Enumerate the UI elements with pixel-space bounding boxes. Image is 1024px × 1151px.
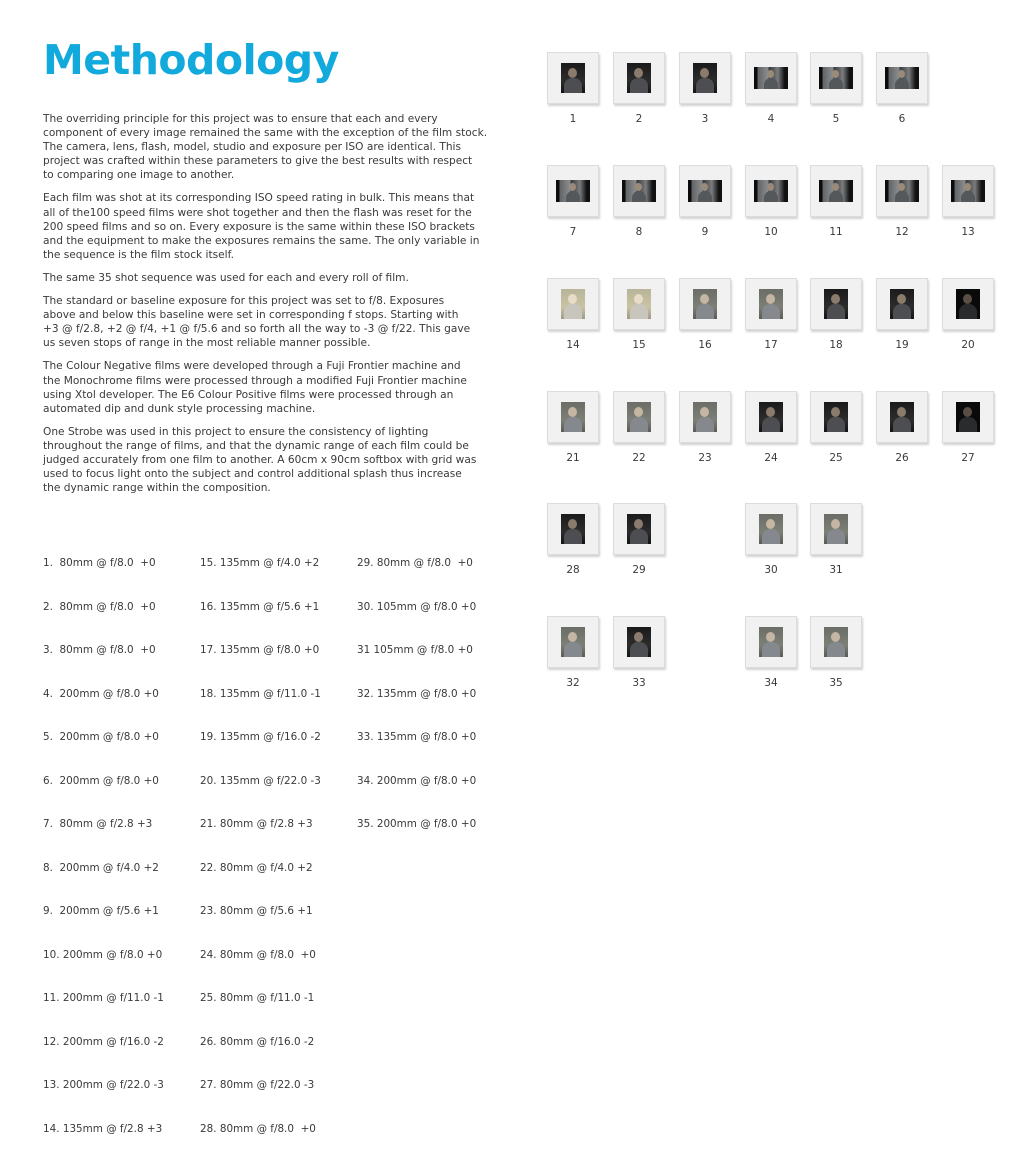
slide-number: 25 (829, 452, 843, 464)
slide-mount (745, 391, 797, 443)
slide-thumbnail (876, 52, 928, 125)
list-item: 23. 80mm @ f/5.6 +1 (200, 905, 313, 917)
portrait-photo (956, 289, 980, 319)
slide-mount (613, 278, 665, 330)
portrait-photo (885, 180, 919, 202)
slide-thumbnail (745, 165, 797, 238)
slide-thumbnail (745, 391, 797, 464)
portrait-photo (754, 67, 788, 89)
slide-mount (810, 165, 862, 217)
slide-mount (679, 278, 731, 330)
list-item: 19. 135mm @ f/16.0 -2 (200, 731, 321, 743)
list-item: 33. 135mm @ f/8.0 +0 (357, 731, 477, 743)
portrait-photo (693, 63, 717, 93)
list-item: 8. 200mm @ f/4.0 +2 (43, 861, 159, 874)
portrait-photo (622, 180, 656, 202)
slide-number: 33 (632, 677, 646, 689)
portrait-photo (627, 627, 651, 657)
slide-mount (679, 165, 731, 217)
portrait-photo (556, 180, 590, 202)
slide-mount (810, 278, 862, 330)
slide-thumbnail (810, 52, 862, 125)
exposure-list-col-2 (200, 527, 321, 1151)
portrait-photo (824, 514, 848, 544)
slide-number: 29 (632, 564, 646, 576)
slide-number: 5 (832, 113, 840, 125)
list-item: 32. 135mm @ f/8.0 +0 (357, 687, 477, 700)
slide-mount (876, 278, 928, 330)
slide-number: 21 (566, 452, 580, 464)
slide-number: 15 (632, 339, 646, 351)
slide-number: 24 (764, 452, 778, 464)
slide-mount (942, 165, 994, 217)
slide-number: 26 (895, 452, 909, 464)
slide-thumbnail (942, 278, 994, 351)
slide-mount (547, 278, 599, 330)
slide-thumbnail (679, 391, 731, 464)
list-item: 35. 200mm @ f/8.0 +0 (357, 818, 477, 830)
slide-thumbnail (547, 278, 599, 351)
slide-thumbnail (810, 616, 862, 689)
portrait-photo (890, 402, 914, 432)
slide-thumbnail (613, 278, 665, 351)
list-item: 28. 80mm @ f/8.0 +0 (200, 1122, 316, 1135)
slide-number: 31 (829, 564, 843, 576)
portrait-photo (693, 402, 717, 432)
portrait-photo (759, 514, 783, 544)
list-item: 16. 135mm @ f/5.6 +1 (200, 600, 320, 613)
slide-thumbnail (942, 391, 994, 464)
list-item: 6. 200mm @ f/8.0 +0 (43, 774, 159, 787)
slide-number: 34 (764, 677, 778, 689)
slide-number: 8 (635, 226, 643, 238)
paragraph: Each film was shot at its corresponding ISO speed rating in bulk. This means that all of the100 speed films were shot together and then the flash was reset for the 200 speed films and so on. Every exposure is the same within these ISO brackets and the equipment to make the exposures remains the same. The only variable in the sequence is the film stock itself. (43, 192, 480, 261)
slide-mount (810, 391, 862, 443)
slide-mount (745, 503, 797, 555)
list-item: 14. 135mm @ f/2.8 +3 (43, 1122, 163, 1135)
slide-number: 35 (829, 677, 843, 689)
slide-thumbnail (613, 503, 665, 576)
portrait-photo (824, 627, 848, 657)
slide-number: 9 (701, 226, 709, 238)
list-item: 18. 135mm @ f/11.0 -1 (200, 687, 321, 700)
slide-thumbnail (547, 52, 599, 125)
slide-mount (810, 52, 862, 104)
slide-mount (745, 52, 797, 104)
portrait-photo (561, 514, 585, 544)
slide-thumbnail (547, 391, 599, 464)
portrait-photo (956, 402, 980, 432)
slide-thumbnail (745, 616, 797, 689)
portrait-photo (627, 289, 651, 319)
slide-thumbnail (810, 278, 862, 351)
list-item: 12. 200mm @ f/16.0 -2 (43, 1035, 164, 1048)
portrait-photo (561, 63, 585, 93)
portrait-photo (561, 289, 585, 319)
slide-thumbnail (547, 503, 599, 576)
portrait-photo (824, 289, 848, 319)
slide-number: 28 (566, 564, 580, 576)
paragraph: The same 35 shot sequence was used for each and every roll of film. (43, 271, 409, 284)
slide-number: 18 (829, 339, 843, 351)
list-item: 22. 80mm @ f/4.0 +2 (200, 861, 313, 874)
slide-number: 4 (767, 113, 775, 125)
slide-mount (613, 616, 665, 668)
list-item: 7. 80mm @ f/2.8 +3 (43, 818, 153, 830)
slide-number: 7 (569, 226, 577, 238)
slide-number: 12 (895, 226, 909, 238)
portrait-photo (885, 67, 919, 89)
slide-thumbnail (613, 52, 665, 125)
list-item: 1. 80mm @ f/8.0 +0 (43, 557, 156, 569)
slide-number: 27 (961, 452, 975, 464)
exposure-list-col-1 (43, 527, 164, 1151)
slide-mount (679, 391, 731, 443)
slide-number: 22 (632, 452, 646, 464)
portrait-photo (951, 180, 985, 202)
portrait-photo (627, 514, 651, 544)
portrait-photo (759, 627, 783, 657)
list-item: 25. 80mm @ f/11.0 -1 (200, 992, 315, 1004)
portrait-photo (819, 67, 853, 89)
slide-mount (613, 165, 665, 217)
slide-thumbnail (679, 165, 731, 238)
portrait-photo (754, 180, 788, 202)
slide-number: 16 (698, 339, 712, 351)
slide-number: 32 (566, 677, 580, 689)
portrait-photo (759, 402, 783, 432)
list-item: 10. 200mm @ f/8.0 +0 (43, 948, 163, 961)
list-item: 15. 135mm @ f/4.0 +2 (200, 557, 320, 569)
portrait-photo (824, 402, 848, 432)
slide-thumbnail (613, 391, 665, 464)
slide-thumbnail (810, 391, 862, 464)
list-item: 29. 80mm @ f/8.0 +0 (357, 557, 473, 569)
portrait-photo (688, 180, 722, 202)
slide-thumbnail (547, 616, 599, 689)
slide-number: 2 (635, 113, 643, 125)
list-item: 4. 200mm @ f/8.0 +0 (43, 687, 159, 700)
slide-number: 14 (566, 339, 580, 351)
slide-number: 11 (829, 226, 843, 238)
slide-mount (613, 503, 665, 555)
slide-thumbnail (810, 503, 862, 576)
page-title: Methodology (43, 36, 339, 84)
slide-number: 3 (701, 113, 709, 125)
slide-mount (547, 52, 599, 104)
slide-mount (810, 616, 862, 668)
slide-thumbnail (613, 165, 665, 238)
slide-thumbnail (745, 503, 797, 576)
slide-mount (613, 391, 665, 443)
slide-mount (547, 503, 599, 555)
list-item: 13. 200mm @ f/22.0 -3 (43, 1079, 164, 1091)
slide-mount (547, 391, 599, 443)
slide-number: 13 (961, 226, 975, 238)
list-item: 5. 200mm @ f/8.0 +0 (43, 731, 159, 743)
portrait-photo (561, 627, 585, 657)
list-item: 30. 105mm @ f/8.0 +0 (357, 600, 477, 613)
slide-mount (810, 503, 862, 555)
slide-thumbnail (547, 165, 599, 238)
slide-thumbnail (745, 52, 797, 125)
exposure-list-col-3 (357, 527, 476, 846)
methodology-text (43, 112, 503, 504)
portrait-photo (627, 63, 651, 93)
slide-mount (745, 278, 797, 330)
slide-mount (876, 391, 928, 443)
list-item: 2. 80mm @ f/8.0 +0 (43, 600, 156, 613)
slide-number: 19 (895, 339, 909, 351)
slide-thumbnail (876, 391, 928, 464)
portrait-photo (627, 402, 651, 432)
list-item: 27. 80mm @ f/22.0 -3 (200, 1079, 315, 1091)
slide-thumbnail (679, 52, 731, 125)
slide-thumbnail (745, 278, 797, 351)
slide-number: 20 (961, 339, 975, 351)
slide-mount (547, 616, 599, 668)
slide-mount (547, 165, 599, 217)
list-item: 9. 200mm @ f/5.6 +1 (43, 905, 159, 917)
list-item: 3. 80mm @ f/8.0 +0 (43, 644, 156, 656)
portrait-photo (693, 289, 717, 319)
slide-number: 1 (569, 113, 577, 125)
slide-number: 17 (764, 339, 778, 351)
slide-mount (876, 165, 928, 217)
slide-number: 10 (764, 226, 778, 238)
list-item: 26. 80mm @ f/16.0 -2 (200, 1035, 315, 1048)
list-item: 11. 200mm @ f/11.0 -1 (43, 992, 164, 1004)
list-item: 21. 80mm @ f/2.8 +3 (200, 818, 313, 830)
slide-mount (876, 52, 928, 104)
slide-mount (942, 391, 994, 443)
paragraph: The Colour Negative films were developed through a Fuji Frontier machine and the Monochrome films were processed through a modified Fuji Frontier machine using Xtol developer. The E6 Colour Positive films were processed through an automated dip and dunk style processing machine. (43, 360, 467, 415)
list-item: 34. 200mm @ f/8.0 +0 (357, 774, 477, 787)
slide-mount (613, 52, 665, 104)
slide-thumbnail (613, 616, 665, 689)
list-item: 31 105mm @ f/8.0 +0 (357, 644, 473, 656)
portrait-photo (819, 180, 853, 202)
slide-mount (745, 165, 797, 217)
slide-number: 6 (898, 113, 906, 125)
paragraph: The standard or baseline exposure for this project was set to f/8. Exposures above and below this baseline were set in corresponding f stops. Starting with +3 @ f/2.8, +2 @ f/4, +1 @ f/5.6 and so forth all the way to -3 @ f/22. This gave us seven stops of range in the most reliable manner possible. (43, 295, 471, 350)
slide-mount (745, 616, 797, 668)
list-item: 17. 135mm @ f/8.0 +0 (200, 644, 320, 656)
list-item: 20. 135mm @ f/22.0 -3 (200, 774, 321, 787)
portrait-photo (759, 289, 783, 319)
slide-thumbnail (876, 278, 928, 351)
portrait-photo (890, 289, 914, 319)
slide-thumbnail (876, 165, 928, 238)
portrait-photo (561, 402, 585, 432)
slide-number: 30 (764, 564, 778, 576)
slide-number: 23 (698, 452, 712, 464)
slide-thumbnail (810, 165, 862, 238)
list-item: 24. 80mm @ f/8.0 +0 (200, 948, 316, 961)
slide-thumbnail (942, 165, 994, 238)
slide-mount (679, 52, 731, 104)
slide-thumbnail (679, 278, 731, 351)
slide-mount (942, 278, 994, 330)
paragraph: One Strobe was used in this project to ensure the consistency of lighting throughout the range of films, and that the dynamic range of each film could be judged accurately from one film to another. A 60cm x 90cm softbox with grid was used to focus light onto the subject and control additional splash thus increase the dynamic range within the composition. (43, 425, 477, 495)
paragraph: The overriding principle for this project was to ensure that each and every component of every image remained the same with the exception of the film stock. The camera, lens, flash, model, studio and exposure per ISO are identical. This project was crafted within these parameters to give the best results with respect to comparing one image to another. (43, 113, 488, 182)
